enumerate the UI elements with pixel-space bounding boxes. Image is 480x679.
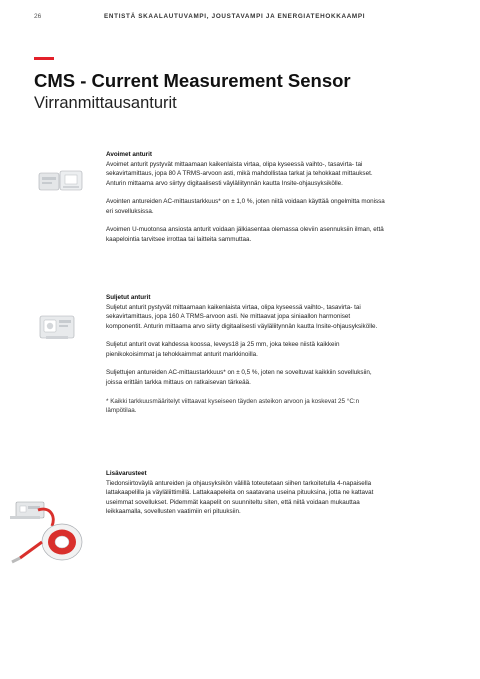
- paragraph: Suljetut anturit ovat kahdessa koossa, leveys18 ja 25 mm, joka tekee niistä kaikkein pienikokoisimmat ja tehokkaimmat anturit markkinoilla.: [106, 341, 340, 358]
- flat-cable-and-connector-image: [8, 492, 88, 564]
- section-heading: Avoimet anturit: [106, 151, 152, 158]
- closed-sensor-image: [38, 312, 78, 342]
- running-header: ENTISTÄ SKAALAUTUVAMPI, JOUSTAVAMPI JA ENERGIATEHOKKAAMPI: [104, 13, 366, 20]
- footnote: * Kaikki tarkkuusmääritelyt viittaavat kyseiseen täyden asteikon arvoon ja koskevat 25 °C:n lämpötilaa.: [106, 397, 360, 415]
- paragraph: Avoimet anturit pystyvät mittaamaan kaikenlaista virtaa, olipa kyseessä vaihto-, tasavirta- tai sekavirtamittaus, jopa 80 A TRMS-arvoon asti, mikä mahdollistaa tarkat ja tehokkaat mittaukset. Anturin mittaama arvo siirtyy digitaalisesti väyläliitynnän kautta Insite-ohjausyksikölle.: [106, 160, 373, 187]
- accent-bar: [34, 57, 54, 60]
- paragraph: Suljettujen antureiden AC-mittaustarkkuus* on ± 0,5 %, joten ne soveltuvat kaikkiin sovelluksiin, joissa erittäin tarkka mittaus on ratkaisevan tärkeää.: [106, 369, 372, 387]
- section-accessories: [106, 469, 386, 526]
- paragraph: Avoimen U-muotonsa ansiosta anturit voidaan jälkiasentaa olemassa oleviin asennuksiin ilman, että kaapelointia tarvitsee irrottaa tai laitteita sammuttaa.: [106, 226, 384, 244]
- paragraph: Suljetut anturit pystyvät mittaamaan kaikenlaista virtaa, olipa kyseessä vaihto-, tasavirta- tai sekavirtamittaus, jopa 160 A TRMS-arvoon asti. Ne mittaavat jopa siniaallon harmoniset komponentit. Anturin mittaama arvo siirty digitaalisesti väyläliitynnän kautta Insite-ohjausyksikölle.: [106, 303, 378, 330]
- page-number: 26: [34, 13, 42, 20]
- section-closed-sensors: [106, 293, 386, 425]
- section-open-sensors: [106, 150, 386, 254]
- section-heading: Suljetut anturit: [106, 294, 151, 301]
- open-sensor-image: [38, 168, 86, 194]
- paragraph: Tiedonsiirtoväylä antureiden ja ohjausyksikön välillä toteutetaan siihen tarkoitetulla 4-napaisella lattakaapelilla ja väyläliittimillä. Lattakaapeleita on saatavana useina pituuksina, jotta ne kattavat useimmat sovellukset. Pidemmät kaapelit on suunniteltu siten, että niitä voidaan mukauttaa leikkaamalla, sovellusten vaatimiin eri pituuksiin.: [106, 479, 374, 516]
- page-subtitle: Virranmittausanturit: [34, 94, 177, 112]
- page-title: CMS - Current Measurement Sensor: [34, 70, 351, 91]
- paragraph: Avointen antureiden AC-mittaustarkkuus* on ± 1,0 %, joten niitä voidaan käyttää ongelmitta monissa eri sovelluksissa.: [106, 198, 385, 215]
- section-heading: Lisävarusteet: [106, 470, 147, 477]
